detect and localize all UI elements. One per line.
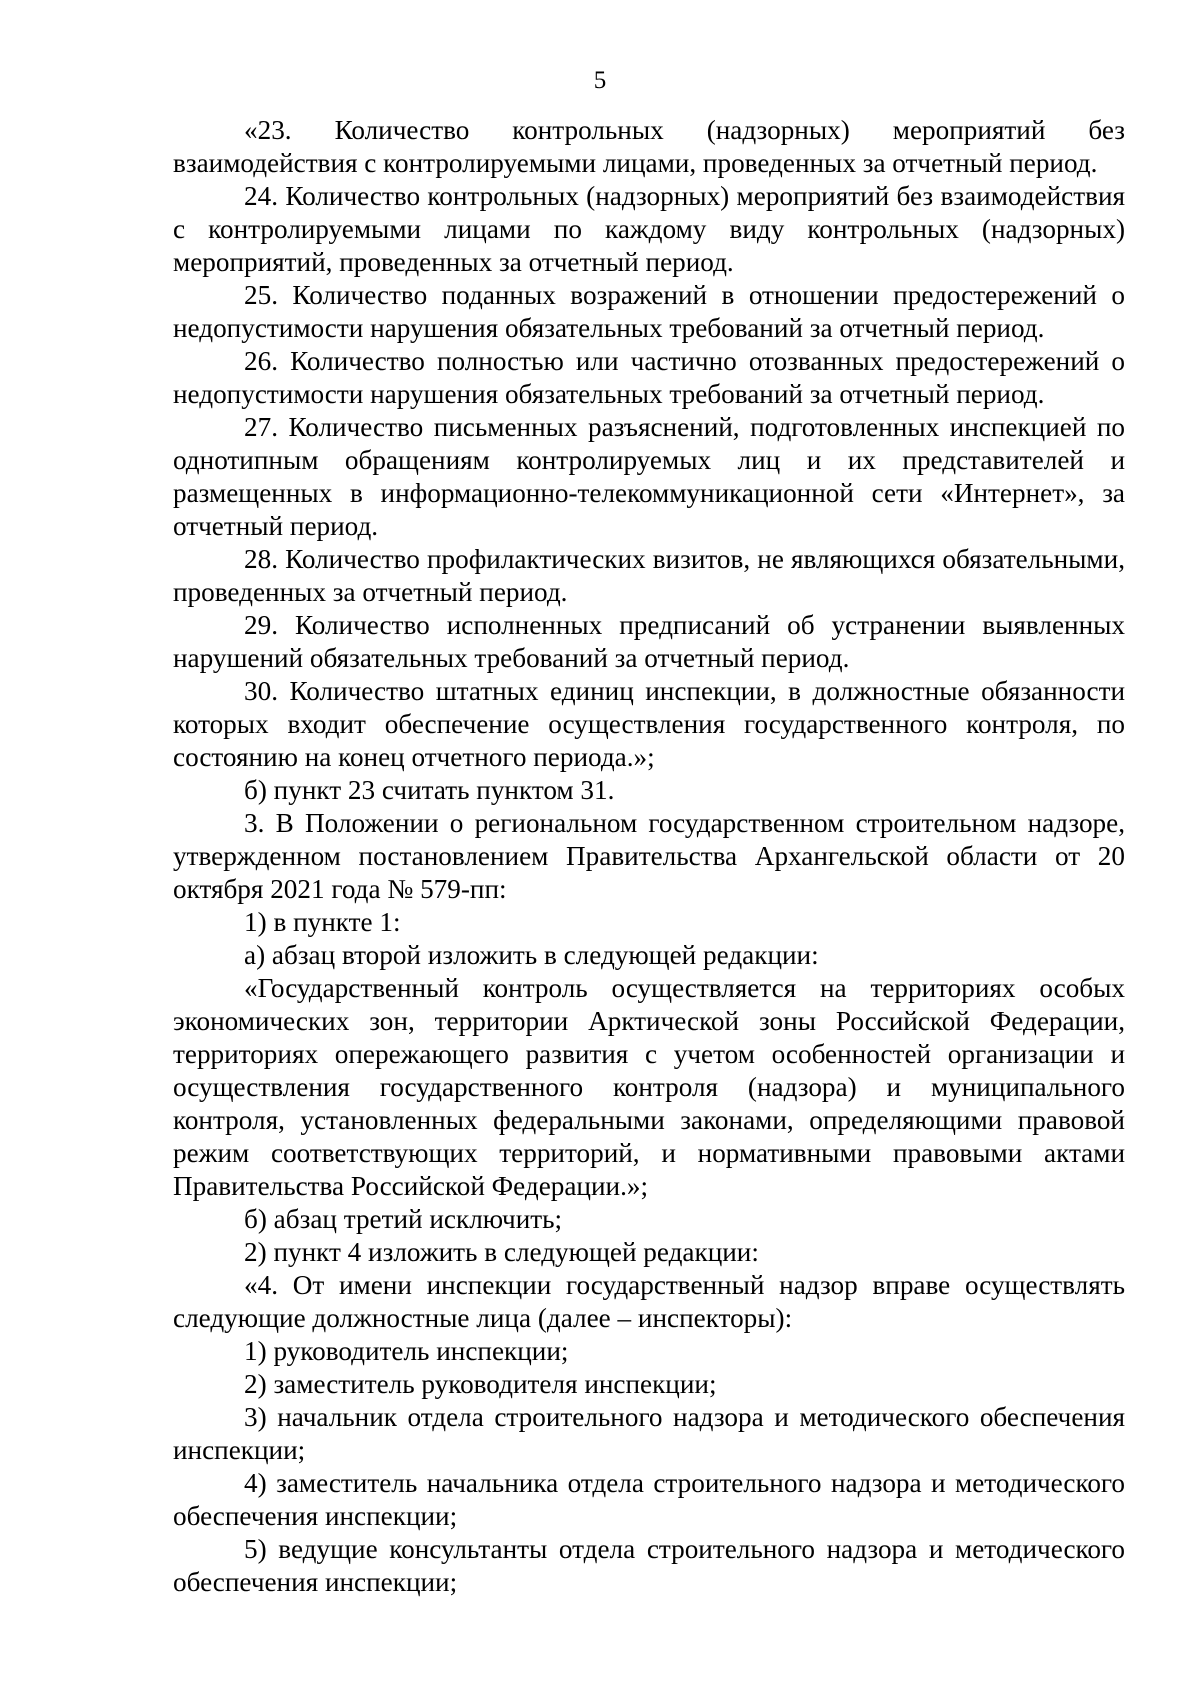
paragraph-point-1: 1) в пункте 1: (244, 907, 401, 937)
paragraph-list-item-3: 3) начальник отдела строительного надзора и методического обеспечения инспекции; (173, 1402, 1125, 1465)
document-body (173, 114, 1125, 1599)
paragraph-list-item-2: 2) заместитель руководителя инспекции; (244, 1369, 717, 1399)
paragraph-item-29: 29. Количество исполненных предписаний об устранении выявленных нарушений обязательных требований за отчетный период. (173, 610, 1125, 673)
paragraph-list-item-1: 1) руководитель инспекции; (244, 1336, 569, 1366)
paragraph-item-23: «23. Количество контрольных (надзорных) мероприятий без взаимодействия с контролируемыми лицами, проведенных за отчетный период. (173, 115, 1125, 178)
paragraph-list-item-4: 4) заместитель начальника отдела строительного надзора и методического обеспечения инспекции; (173, 1468, 1125, 1531)
paragraph-subpoint-b: б) абзац третий исключить; (244, 1204, 563, 1234)
paragraph-item-24: 24. Количество контрольных (надзорных) мероприятий без взаимодействия с контролируемыми лицами по каждому виду контрольных (надзорных) мероприятий, проведенных за отчетный период. (173, 181, 1125, 277)
page-number: 5 (593, 67, 607, 94)
paragraph-item-25: 25. Количество поданных возражений в отношении предостережений о недопустимости нарушения обязательных требований за отчетный период. (173, 280, 1125, 343)
paragraph-item-28: 28. Количество профилактических визитов, не являющихся обязательными, проведенных за отчетный период. (173, 544, 1125, 607)
paragraph-renumber: б) пункт 23 считать пунктом 31. (244, 775, 615, 805)
paragraph-quote-item-4: «4. От имени инспекции государственный надзор вправе осуществлять следующие должностные лица (далее – инспекторы): (173, 1270, 1125, 1333)
paragraph-point-2: 2) пункт 4 изложить в следующей редакции: (244, 1237, 759, 1267)
paragraph-section-3: 3. В Положении о региональном государственном строительном надзоре, утвержденном постановлением Правительства Архангельской области от 20 октября 2021 года № 579-пп: (173, 808, 1125, 904)
paragraph-item-26: 26. Количество полностью или частично отозванных предостережений о недопустимости нарушения обязательных требований за отчетный период. (173, 346, 1125, 409)
paragraph-item-27: 27. Количество письменных разъяснений, подготовленных инспекцией по однотипным обращениям контролируемых лиц и их представителей и размещенных в информационно-телекоммуникационной сети «Интернет», за отчетный период. (173, 412, 1125, 541)
paragraph-subpoint-a: а) абзац второй изложить в следующей редакции: (244, 940, 819, 970)
paragraph-item-30: 30. Количество штатных единиц инспекции, в должностные обязанности которых входит обеспечение осуществления государственного контроля, по состоянию на конец отчетного периода.»; (173, 676, 1125, 772)
paragraph-list-item-5: 5) ведущие консультанты отдела строительного надзора и методического обеспечения инспекции; (173, 1534, 1125, 1597)
paragraph-quote-control: «Государственный контроль осуществляется на территориях особых экономических зон, территории Арктической зоны Российской Федерации, территориях опережающего развития с учетом особенностей организации и осуществления государственного контроля (надзора) и муниципального контроля, установленных федеральными законами, определяющими правовой режим соответствующих территорий, и нормативными правовыми актами Правительства Российской Федерации.»; (173, 973, 1125, 1201)
